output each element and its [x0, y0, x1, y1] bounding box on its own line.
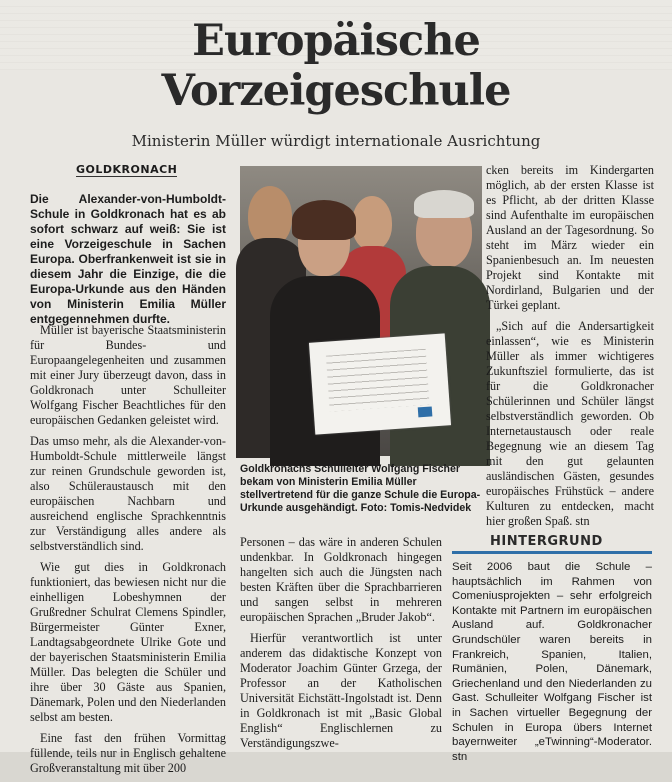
certificate	[309, 333, 451, 434]
photo	[240, 166, 482, 456]
certificate-emblem	[418, 406, 433, 417]
background-box-title: HINTERGRUND	[452, 534, 652, 554]
person-hair	[292, 200, 356, 240]
headline-line-2: Vorzeigeschule	[161, 66, 511, 116]
background-box-text: Seit 2006 baut die Schule – hauptsächlich im Rahmen von Comeniusprojekten – sehr erfolgreich Kontakte mit Partnern im europäischen Ausland auf. Goldkronacher Grundschüler waren bereits in Frankreich, Spanien, Italien, Rumänien, Polen, Dänemark, Griechenland und den Niederlanden zu Gast. Schulleiter Wolfgang Fischer ist in Sachen virtueller Begegnung der Schulen in Europa übers Internet bayernweiter „eTwinning“-Moderator. stn	[452, 561, 652, 763]
subheadline: Ministerin Müller würdigt internationale Ausrichtung	[131, 132, 541, 150]
col1-paragraph: Das umso mehr, als die Alexander-von-Humboldt-Schule mittlerweile längst zur reinen Grundschule geworden ist, also Schüleraustausch mit den europäischen Nachbarn und ausreichend englische Sprachkenntnis zur Verständigung alles andere als selbstverständlich sind.	[30, 434, 226, 553]
person-hair	[414, 190, 474, 218]
col1-paragraph: Müller ist bayerische Staatsministerin für Bundes- und Europaangelegenheiten und zusammen mit einer Jury überzeugt davon, dass in Goldkronach unter Schulleiter Wolfgang Fischer Beachtliches für den europäischen Gedanken geleistet wird.	[30, 323, 226, 427]
col3-paragraph: „Sich auf die Andersartigkeit einlassen“, wie es Ministerin Müller als immer wichtigeres Zukunftsziel formulierte, das ist für die Goldkronacher Schülerinnen und Schüler längst selbstverständlich geworden. Ob Internetaustausch oder reale Begegnung wie an diesem Tag mit den gut gelaunten ausländischen Gästen, gesundes europäisches Frühstück – andere Kulturen zu entdecken, macht hier großen Spaß. stn	[486, 319, 654, 528]
person-silhouette	[352, 196, 392, 250]
certificate-lines	[326, 349, 430, 412]
headline-line-1: Europäische	[192, 16, 480, 66]
dateline: GOLDKRONACH	[76, 163, 178, 176]
col1-paragraph: Wie gut dies in Goldkronach funktioniert, das bewiesen nicht nur die einhelligen Lobeshymnen der Grußredner Schulrat Clemens Spindler, Bürgermeister Günter Exner, Landtagsabgeordnete Ulrike Gote und der bayerischen Staatsministerin Emilia Müller. Das belegten die Schüler und ihre über 30 Gäste aus Spanien, Dänemark, Polen und den Niederlanden selbst am besten.	[30, 560, 226, 724]
column-2	[240, 535, 442, 757]
person-silhouette	[248, 186, 292, 246]
column-1	[30, 323, 226, 782]
col2-paragraph: Personen – das wäre in anderen Schulen undenkbar. In Goldkronach hingegen hangelten sich auch die Jüngsten nach besten Kräften über die Sprachbarrieren und sangen selbst in mehreren europäischen Sprachen „Bruder Jakob“.	[240, 535, 442, 624]
column-3	[486, 163, 654, 535]
col3-paragraph: cken bereits im Kindergarten möglich, ab der ersten Klasse ist es Pflicht, ab der dritten Klasse sind Aufenthalte im europäischen Ausland an der Tagesordnung. So steht im März wieder ein Spanienbesuch an. Im neuesten Projekt sind Kontakte mit Nordirland, Bulgarien und der Türkei geplant.	[486, 163, 654, 312]
photo-caption: Goldkronachs Schulleiter Wolfgang Fischer bekam von Ministerin Emilia Müller stellvertretend für die ganze Schule die Europa-Urkunde ausgehändigt. Foto: Tomis-Nedvidek	[240, 463, 481, 514]
col2-paragraph: Hierfür verantwortlich ist unter anderem das didaktische Konzept von Moderator Joachim Günter Grzega, der Professor an der Katholischen Universität Eichstätt-Ingolstadt ist. Denn in Goldkronach ist mit „Basic Global English“ Englischlernen zu Verständigungszwe-	[240, 631, 442, 750]
lead-paragraph: Die Alexander-von-Humboldt-Schule in Goldkronach hat es ab sofort schwarz auf weiß: Sie ist eine Vorzeigeschule in Sachen Europa. Oberfrankenweit ist sie in diesem Jahr die Einzige, die die Europa-Urkunde aus den Händen von Ministerin Emilia Müller entgegennehmen durfte.	[30, 192, 226, 326]
col1-paragraph: Eine fast den frühen Vormittag füllende, teils nur in Englisch gehaltene Großveranstaltung mit über 200	[30, 731, 226, 775]
